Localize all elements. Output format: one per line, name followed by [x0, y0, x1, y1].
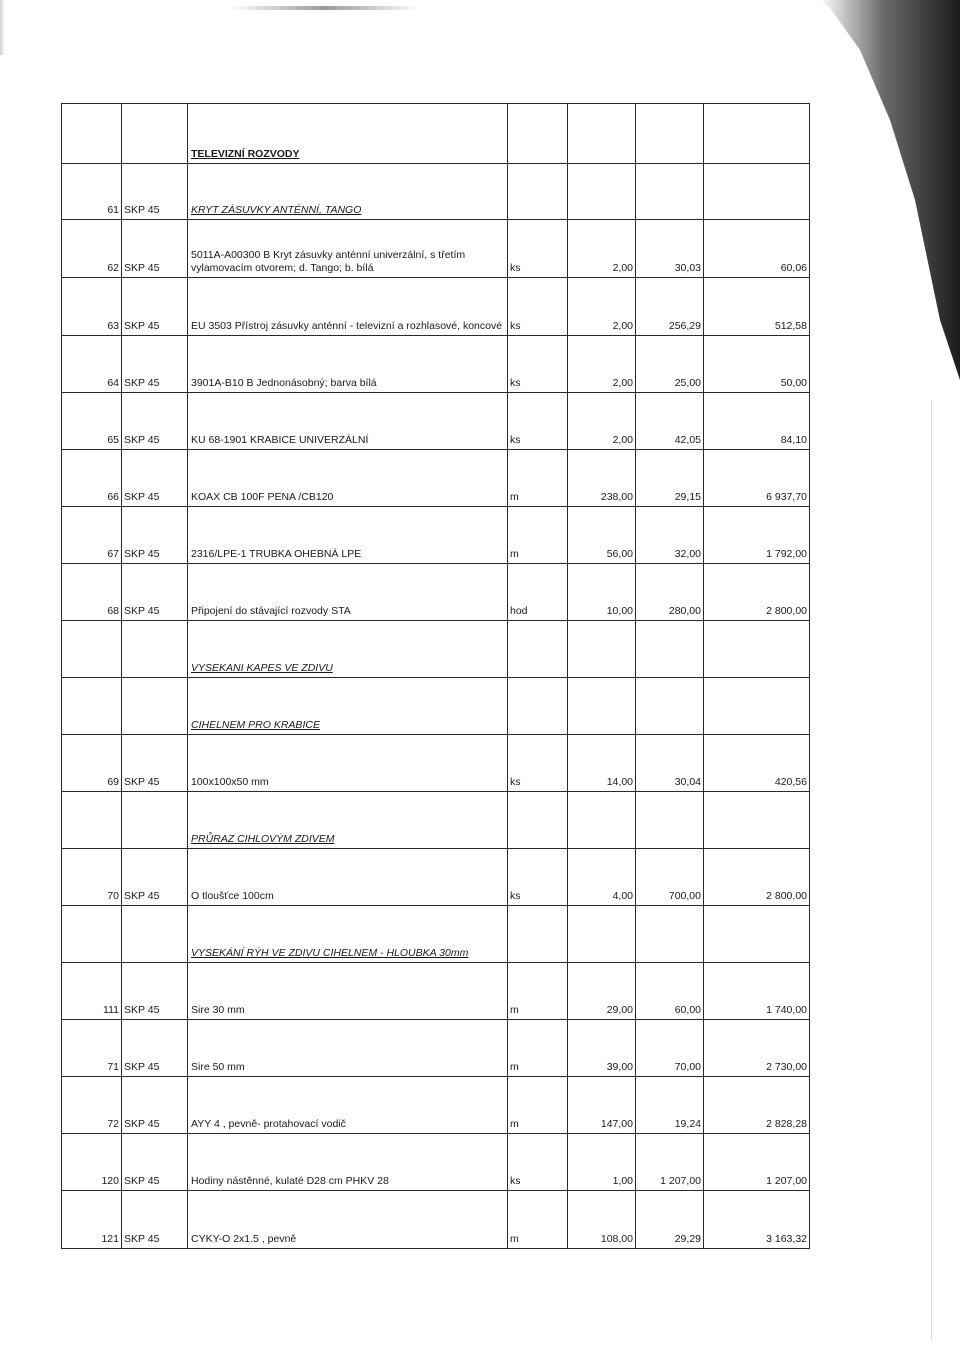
- item-code: SKP 45: [124, 491, 160, 503]
- item-description: KRYT ZÁSUVKY ANTÉNNÍ, TANGO: [191, 204, 362, 216]
- item-quantity: 29,00: [606, 1004, 633, 1016]
- item-number: 111: [103, 1004, 119, 1016]
- item-row: [62, 1191, 810, 1249]
- item-unit-price: 32,00: [674, 548, 701, 560]
- item-number: 61: [107, 204, 119, 216]
- item-quantity: 2,00: [612, 320, 633, 332]
- section-title: TELEVIZNÍ ROZVODY: [191, 148, 300, 160]
- item-unit: m: [510, 1118, 519, 1130]
- item-unit: ks: [510, 1175, 521, 1187]
- item-code: SKP 45: [124, 1175, 160, 1187]
- item-unit: m: [510, 1004, 519, 1016]
- item-row: [62, 450, 810, 507]
- item-description: Sire 30 mm: [191, 1004, 245, 1016]
- item-quantity: 56,00: [606, 548, 633, 560]
- subheading-row: [62, 164, 810, 220]
- item-row: [62, 735, 810, 792]
- item-number: 66: [107, 491, 119, 503]
- item-code: SKP 45: [124, 320, 160, 332]
- item-number: 65: [107, 434, 119, 446]
- item-number: 63: [107, 320, 119, 332]
- section-header-row: [62, 104, 810, 164]
- item-quantity: 2,00: [612, 434, 633, 446]
- item-unit-price: 1 207,00: [660, 1175, 701, 1187]
- item-description: CYKY-O 2x1.5 , pevně: [191, 1233, 297, 1245]
- scan-artifact-top: [230, 6, 420, 10]
- item-code: SKP 45: [124, 262, 160, 274]
- item-number: 71: [107, 1061, 119, 1073]
- item-row: [62, 1077, 810, 1134]
- item-description: EU 3503 Přístroj zásuvky anténní - televizní a rozhlasové, koncové: [191, 320, 503, 332]
- item-unit: hod: [510, 605, 528, 617]
- item-unit-price: 29,15: [674, 491, 701, 503]
- item-number: 72: [107, 1118, 119, 1130]
- item-total: 2 800,00: [766, 605, 807, 617]
- item-row: [62, 393, 810, 450]
- item-row: [62, 1134, 810, 1191]
- item-total: 2 730,00: [766, 1061, 807, 1073]
- item-unit-price: 29,29: [674, 1233, 701, 1245]
- item-unit-price: 19,24: [674, 1118, 701, 1130]
- subheading-row: [62, 678, 810, 735]
- item-unit-price: 60,00: [674, 1004, 701, 1016]
- item-description: KU 68-1901 KRABICE UNIVERZÁLNÍ: [191, 434, 369, 446]
- item-total: 1 207,00: [766, 1175, 807, 1187]
- item-row: [62, 564, 810, 621]
- item-quantity: 2,00: [612, 262, 633, 274]
- item-description: 5011A-A00300 B Kryt zásuvky anténní univerzální, s třetím vylamovacím otvorem; d. Tango; b. bílá: [191, 249, 466, 274]
- item-quantity: 108,00: [600, 1233, 633, 1245]
- item-total: 1 792,00: [766, 548, 807, 560]
- item-description: Sire 50 mm: [191, 1061, 245, 1073]
- item-code: SKP 45: [124, 204, 160, 216]
- item-row: [62, 336, 810, 393]
- item-unit: m: [510, 548, 519, 560]
- item-quantity: 4,00: [612, 890, 633, 902]
- item-unit: m: [510, 491, 519, 503]
- item-description: KOAX CB 100F PENA /CB120: [191, 491, 334, 503]
- item-unit: ks: [510, 890, 521, 902]
- item-quantity: 1,00: [612, 1175, 633, 1187]
- item-unit-price: 256,29: [668, 320, 701, 332]
- item-code: SKP 45: [124, 605, 160, 617]
- item-code: SKP 45: [124, 776, 160, 788]
- item-unit-price: 30,04: [674, 776, 701, 788]
- item-total: 60,06: [780, 262, 807, 274]
- item-unit-price: 70,00: [674, 1061, 701, 1073]
- item-description: 100x100x50 mm: [191, 776, 269, 788]
- item-number: 69: [107, 776, 119, 788]
- item-total: 3 163,32: [766, 1233, 807, 1245]
- item-row: [62, 507, 810, 564]
- item-description: 3901A-B10 B Jednonásobný; barva bílá: [191, 377, 377, 389]
- item-total: 50,00: [780, 377, 807, 389]
- item-number: 64: [107, 377, 119, 389]
- item-code: SKP 45: [124, 434, 160, 446]
- item-description: Připojení do stávající rozvody STA: [191, 605, 351, 617]
- item-code: SKP 45: [124, 1061, 160, 1073]
- subheading-row: [62, 906, 810, 963]
- item-code: SKP 45: [124, 377, 160, 389]
- item-quantity: 10,00: [606, 605, 633, 617]
- item-quantity: 14,00: [606, 776, 633, 788]
- item-number: 67: [107, 548, 119, 560]
- item-code: SKP 45: [124, 890, 160, 902]
- item-description: 2316/LPE-1 TRUBKA OHEBNÁ LPE: [191, 548, 362, 560]
- item-total: 512,58: [774, 320, 807, 332]
- item-number: 120: [101, 1175, 119, 1187]
- item-description: Hodiny nástěnné, kulaté D28 cm PHKV 28: [191, 1175, 389, 1187]
- item-unit-price: 280,00: [668, 605, 701, 617]
- item-description: O tloušťce 100cm: [191, 890, 274, 902]
- item-code: SKP 45: [124, 1004, 160, 1016]
- item-unit-price: 42,05: [674, 434, 701, 446]
- item-number: 62: [107, 262, 119, 274]
- item-unit: ks: [510, 776, 521, 788]
- item-unit: ks: [510, 262, 521, 274]
- item-number: 121: [101, 1233, 119, 1245]
- item-row: [62, 963, 810, 1020]
- item-description: AYY 4 , pevně- protahovací vodič: [191, 1118, 346, 1130]
- scan-artifact-corner: [820, 0, 960, 380]
- item-unit: ks: [510, 320, 521, 332]
- item-unit: m: [510, 1233, 519, 1245]
- item-total: 2 800,00: [766, 890, 807, 902]
- item-number: 68: [107, 605, 119, 617]
- item-quantity: 2,00: [612, 377, 633, 389]
- item-code: SKP 45: [124, 1233, 160, 1245]
- item-unit-price: 30,03: [674, 262, 701, 274]
- item-total: 6 937,70: [766, 491, 807, 503]
- item-row: [62, 220, 810, 278]
- item-description: VYSEKÁNÍ RÝH VE ZDIVU CIHELNEM - HLOUBKA 30mm: [191, 947, 469, 959]
- item-quantity: 238,00: [600, 491, 633, 503]
- item-total: 420,56: [774, 776, 807, 788]
- scan-artifact-left: [0, 0, 5, 55]
- item-row: [62, 849, 810, 906]
- item-code: SKP 45: [124, 548, 160, 560]
- item-row: [62, 1020, 810, 1077]
- item-unit-price: 25,00: [674, 377, 701, 389]
- item-total: 2 828,28: [766, 1118, 807, 1130]
- item-description: VYSEKANI KAPES VE ZDIVU: [191, 662, 333, 674]
- item-unit: ks: [510, 434, 521, 446]
- item-description: CIHELNEM PRO KRABICE: [191, 719, 320, 731]
- subheading-row: [62, 792, 810, 849]
- subheading-row: [62, 621, 810, 678]
- item-row: [62, 278, 810, 336]
- bill-of-quantities-table: [61, 103, 810, 1249]
- item-code: SKP 45: [124, 1118, 160, 1130]
- item-total: 84,10: [780, 434, 807, 446]
- item-unit: ks: [510, 377, 521, 389]
- item-quantity: 147,00: [600, 1118, 633, 1130]
- scan-artifact-edge: [931, 400, 932, 1340]
- item-description: PRŮRAZ CIHLOVÝM ZDIVEM: [191, 833, 335, 845]
- item-quantity: 39,00: [606, 1061, 633, 1073]
- item-total: 1 740,00: [766, 1004, 807, 1016]
- item-unit: m: [510, 1061, 519, 1073]
- item-number: 70: [107, 890, 119, 902]
- item-unit-price: 700,00: [668, 890, 701, 902]
